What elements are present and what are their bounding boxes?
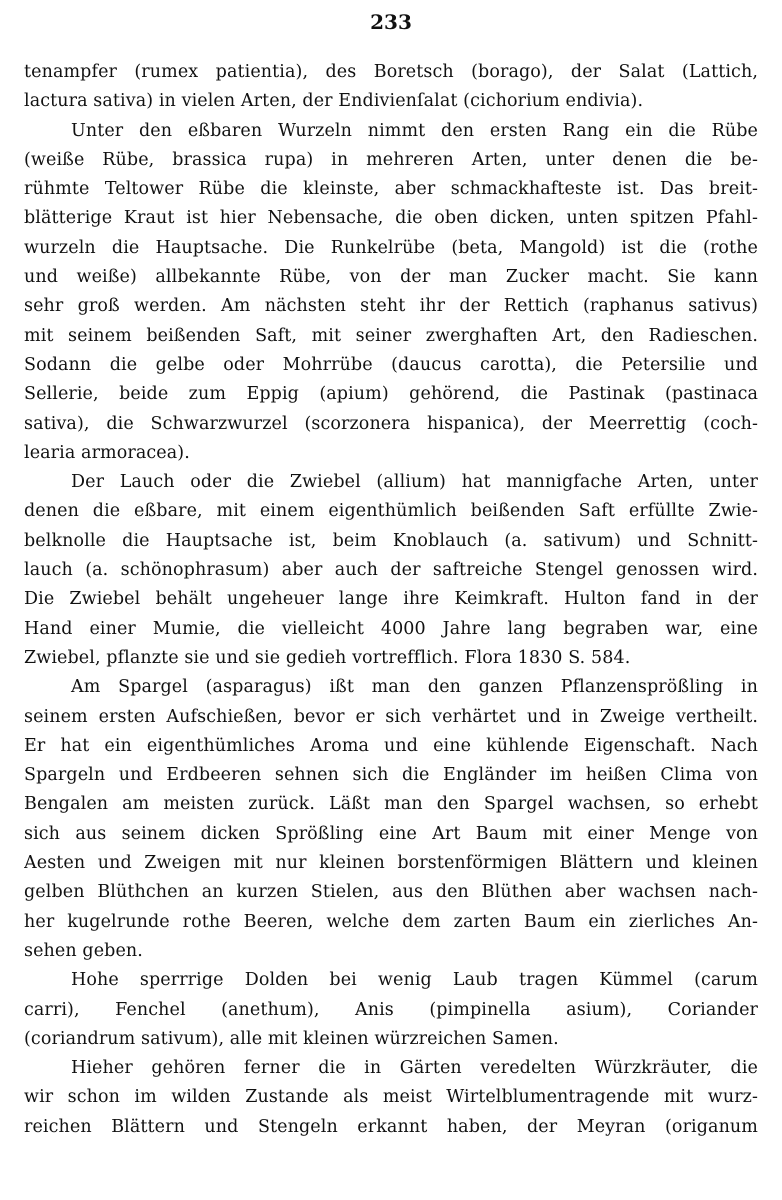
text-line: gelben Blüthchen an kurzen Stielen, aus den Blüthen aber wachsen nach- [24, 882, 758, 903]
text-line: her kugelrunde rothe Beeren, welche dem zarten Baum ein zierliches An- [24, 911, 758, 932]
text-line: Hohe sperrrige Dolden bei wenig Laub tragen Kümmel (carum [71, 970, 758, 991]
paragraph [24, 58, 758, 117]
text-line: Sellerie, beide zum Eppig (apium) gehörend, die Pastinak (pastinaca [24, 384, 758, 405]
text-line: belknolle die Hauptsache ist, beim Knoblauch (a. sativum) und Schnitt- [24, 530, 758, 551]
text-line: mit seinem beißenden Saft, mit seiner zwerghaften Art, den Radieschen. [24, 325, 758, 346]
text-line: Er hat ein eigenthümliches Aroma und eine kühlende Eigenschaft. Nach [24, 735, 758, 756]
text-line: seinem ersten Aufschießen, bevor er sich verhärtet und in Zweige vertheilt. [24, 706, 758, 727]
text-line: Am Spargel (asparagus) ißt man den ganzen Pflanzensprößling in [71, 677, 758, 698]
text-line: denen die eßbare, mit einem eigenthümlich beißenden Saft erfüllte Zwie- [24, 501, 758, 522]
paragraph [24, 468, 758, 673]
paragraph [24, 117, 758, 469]
text-line: sehen geben. [24, 940, 143, 961]
text-line: (weiße Rübe, brassica rupa) in mehreren Arten, unter denen die be- [24, 149, 758, 170]
text-line: carri), Fenchel (anethum), Anis (pimpinella asium), Coriander [24, 999, 758, 1020]
text-line: Der Lauch oder die Zwiebel (allium) hat mannigfache Arten, unter [71, 472, 758, 493]
text-line: rühmte Teltower Rübe die kleinste, aber schmackhafteste ist. Das breit- [24, 179, 758, 200]
text-line: sich aus seinem dicken Sprößling eine Art Baum mit einer Menge von [24, 823, 758, 844]
text-line: sehr groß werden. Am nächsten steht ihr der Rettich (raphanus sativus) [24, 296, 758, 317]
text-line: sativa), die Schwarzwurzel (scorzonera hispanica), der Meerrettig (coch- [24, 413, 758, 434]
text-line: wir schon im wilden Zustande als meist Wirtelblumentragende mit wurz- [24, 1087, 758, 1108]
paragraph [24, 673, 758, 966]
text-line: learia armoracea). [24, 442, 190, 463]
text-line: Spargeln und Erdbeeren sehnen sich die Engländer im heißen Clima von [24, 765, 758, 786]
text-line: Hand einer Mumie, die vielleicht 4000 Jahre lang begraben war, eine [24, 618, 758, 639]
text-line: Unter den eßbaren Wurzeln nimmt den ersten Rang ein die Rübe [71, 120, 758, 141]
paragraph [24, 1054, 758, 1142]
text-line: Sodann die gelbe oder Mohrrübe (daucus carotta), die Petersilie und [24, 354, 758, 375]
text-line: reichen Blättern und Stengeln erkannt haben, der Meyran (origanum [24, 1116, 758, 1137]
text-line: und weiße) allbekannte Rübe, von der man Zucker macht. Sie kann [24, 267, 758, 288]
text-line: lauch (a. schönophrasum) aber auch der saftreiche Stengel genossen wird. [24, 560, 758, 581]
text-line: Zwiebel, pflanzte sie und sie gedieh vortrefflich. Flora 1830 S. 584. [24, 647, 631, 668]
page-number: 233 [370, 10, 412, 34]
text-line: Hieher gehören ferner die in Gärten veredelten Würzkräuter, die [71, 1058, 758, 1079]
body-text [24, 58, 758, 1142]
text-line: lactura sativa) in vielen Arten, der Endivienſalat (cichorium endivia). [24, 91, 644, 112]
text-line: (coriandrum sativum), alle mit kleinen würzreichen Samen. [24, 1028, 559, 1049]
text-line: Aesten und Zweigen mit nur kleinen borstenförmigen Blättern und kleinen [24, 853, 758, 874]
text-line: tenampfer (rumex patientia), des Boretsch (borago), der Salat (Lattich, [24, 62, 758, 82]
text-line: Bengalen am meisten zurück. Läßt man den Spargel wachsen, so erhebt [24, 794, 758, 815]
paragraph [24, 966, 758, 1054]
text-line: blätterige Kraut ist hier Nebensache, die oben dicken, unten spitzen Pfahl- [24, 208, 758, 229]
text-line: Die Zwiebel behält ungeheuer lange ihre Keimkraft. Hulton fand in der [24, 589, 758, 610]
text-line: wurzeln die Hauptsache. Die Runkelrübe (beta, Mangold) ist die (rothe [24, 237, 758, 258]
